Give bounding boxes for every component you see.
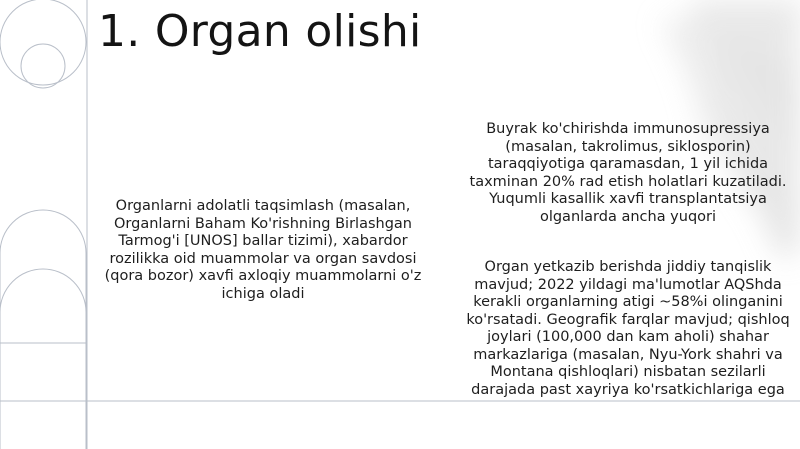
left-paragraph: Organlarni adolatli taqsimlash (masalan, Organlarni Baham Ko'rishning Birlashgan Tarmog'i [UNOS] ballar tizimi), xabardor rozilikka oid muammolar va organ savdosi (qora bozor) xavfi axloqiy muammolarni o'z ichiga oladi xyxy=(104,198,422,302)
arch-shape-top xyxy=(0,210,86,343)
inner-circle-shape xyxy=(21,44,65,88)
right-paragraph-1: Buyrak ko'chirishda immunosupressiya (masalan, takrolimus, siklosporin) taraqqiyotiga qaramasdan, 1 yil ichida taxminan 20% rad etish holatlari kuzatiladi. Yuqumli kasallik xavfi transplantatsiya olganlarda ancha yuqori xyxy=(469,121,787,225)
arch-shape-bottom xyxy=(0,269,86,449)
slide-title: 1. Organ olishi xyxy=(98,6,422,57)
outer-circle-shape xyxy=(0,0,86,85)
right-paragraph-2: Organ yetkazib berishda jiddiy tanqislik mavjud; 2022 yildagi ma'lumotlar AQShda kerakli organlarning atigi ~58%i olinganini ko'rsatadi. Geografik farqlar mavjud; qishloq joylari (100,000 dan kam aholi) shahar markazlariga (masalan, Nyu-York shahri va Montana qishloqlari) nisbatan sezilarli darajada past xayriya ko'rsatkichlariga ega xyxy=(466,259,790,398)
